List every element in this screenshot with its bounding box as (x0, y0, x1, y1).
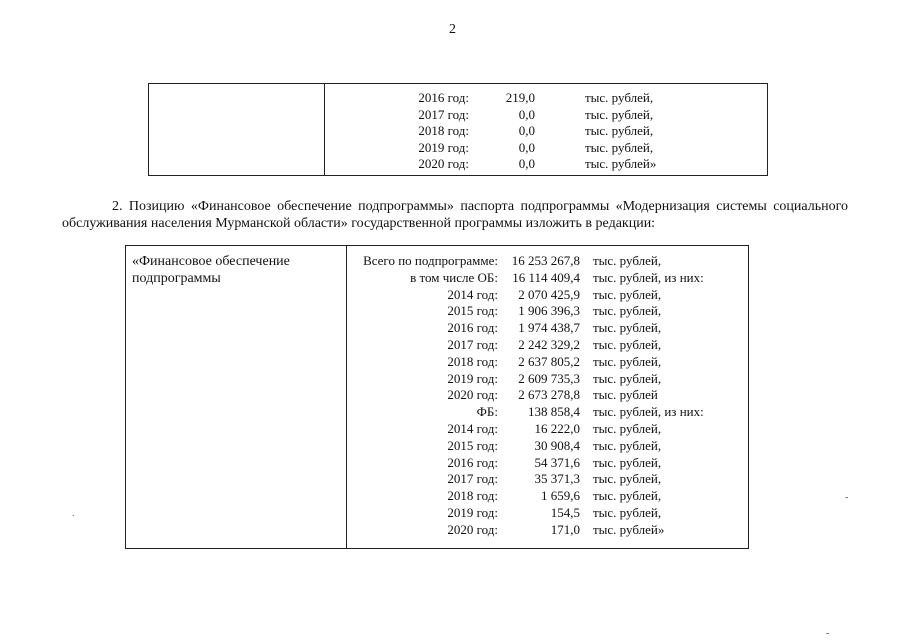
table-main-row-value: 16 114 409,4 (512, 269, 580, 285)
table-main-row (126, 505, 748, 521)
table-main-row-value: 16 222,0 (534, 421, 580, 436)
table-top-row (149, 90, 767, 106)
table-top-row-value: 0,0 (518, 106, 535, 122)
table-main-left-cell: «Финансовое обеспечение подпрограммы (132, 254, 290, 286)
table-main-row-value: 2 242 329,2 (518, 337, 580, 352)
table-top-row-value: 0,0 (518, 123, 535, 138)
table-top-row (149, 123, 767, 139)
table-main (125, 245, 749, 549)
table-main-row-label: 2017 год: (447, 471, 498, 487)
table-main-row-unit: тыс. рублей» (593, 521, 665, 537)
paragraph-item-2 (62, 198, 848, 232)
paragraph-text: 2. Позицию «Финансовое обеспечение подпрограммы» паспорта подпрограммы «Модернизация системы социального обслуживания населения Мурманской области» государственной программы изложить в редакции: (62, 199, 848, 231)
table-main-row-label: Всего по подпрограмме: (363, 253, 498, 268)
table-main-row-value: 54 371,6 (534, 454, 580, 470)
table-main-row-unit: тыс. рублей, (593, 471, 662, 487)
table-main-row-value: 1 906 396,3 (518, 303, 580, 319)
table-main-row-unit: тыс. рублей, (593, 505, 662, 520)
table-main-row-unit: тыс. рублей, (593, 370, 662, 386)
table-top-row-unit: тыс. рублей» (585, 156, 657, 171)
table-main-row-value: 1 974 438,7 (518, 320, 580, 336)
table-main-row-label: 2019 год: (447, 505, 498, 520)
table-main-row (126, 387, 748, 403)
table-main-row-value: 2 637 805,2 (518, 353, 580, 369)
scan-mark: . (72, 508, 75, 519)
scan-mark: - (826, 628, 830, 639)
table-main-row-value: 154,5 (550, 505, 580, 520)
table-top-row (149, 107, 767, 123)
table-main-row (126, 320, 748, 336)
table-main-row (126, 488, 748, 504)
table-main-row-label: 2016 год: (447, 454, 498, 470)
scan-mark: - (845, 492, 849, 503)
table-main-row-label: 2020 год: (447, 387, 498, 403)
table-main-row-label: 2018 год: (447, 488, 498, 504)
table-main-row-label: 2018 год: (447, 353, 498, 369)
table-main-row-label: 2014 год: (447, 286, 498, 302)
table-main-row-label: 2017 год: (447, 337, 498, 352)
table-top (148, 83, 768, 176)
table-top-row-label: 2017 год: (418, 106, 469, 122)
table-main-row-label: 2016 год: (447, 320, 498, 336)
table-top-row (149, 140, 767, 156)
table-main-row (126, 471, 748, 487)
table-top-row-unit: тыс. рублей, (585, 106, 654, 122)
table-top-row-value: 219,0 (505, 90, 535, 105)
page-number: 2 (449, 22, 456, 37)
table-main-row (126, 270, 748, 286)
table-main-row (126, 253, 748, 269)
table-top-row-unit: тыс. рублей, (585, 123, 654, 138)
table-main-row-label: 2015 год: (447, 437, 498, 453)
table-main-row-value: 2 609 735,3 (518, 370, 580, 386)
table-main-row (126, 287, 748, 303)
table-main-row-label: 2014 год: (447, 421, 498, 436)
table-top-row-unit: тыс. рублей, (585, 139, 654, 155)
table-main-row-unit: тыс. рублей, (593, 421, 662, 436)
table-main-row-unit: тыс. рублей, из них: (593, 404, 704, 420)
table-main-row-unit: тыс. рублей, (593, 253, 662, 268)
table-main-row-label: ФБ: (476, 404, 498, 420)
table-top-row-label: 2018 год: (418, 123, 469, 138)
table-main-row (126, 303, 748, 319)
table-main-row (126, 438, 748, 454)
table-main-row (126, 455, 748, 471)
table-top-row (149, 156, 767, 172)
table-main-row-unit: тыс. рублей, (593, 454, 662, 470)
table-main-row-value: 171,0 (550, 521, 580, 537)
table-main-row-unit: тыс. рублей, (593, 437, 662, 453)
table-top-row-value: 0,0 (518, 156, 535, 171)
table-main-row-unit: тыс. рублей, (593, 320, 662, 336)
table-main-row (126, 337, 748, 353)
table-main-row-value: 35 371,3 (534, 471, 580, 487)
table-main-row-label: 2015 год: (447, 303, 498, 319)
table-top-row-label: 2019 год: (418, 139, 469, 155)
table-main-row-value: 2 673 278,8 (518, 387, 580, 403)
table-main-row (126, 354, 748, 370)
table-main-row-unit: тыс. рублей, (593, 303, 662, 319)
table-main-row-label: 2019 год: (447, 370, 498, 386)
table-main-row-label: в том числе ОБ: (410, 269, 498, 285)
table-main-row-unit: тыс. рублей, (593, 286, 662, 302)
table-top-row-value: 0,0 (518, 139, 535, 155)
table-main-row (126, 421, 748, 437)
table-top-row-unit: тыс. рублей, (585, 90, 654, 105)
table-main-row-value: 30 908,4 (534, 437, 580, 453)
table-main-row-value: 16 253 267,8 (511, 253, 580, 268)
table-main-row (126, 404, 748, 420)
table-main-row-unit: тыс. рублей, из них: (593, 269, 704, 285)
table-main-row-unit: тыс. рублей, (593, 353, 662, 369)
table-main-row-value: 2 070 425,9 (518, 286, 580, 302)
table-top-row-label: 2020 год: (418, 156, 469, 171)
table-main-row-unit: тыс. рублей, (593, 488, 662, 504)
table-main-row (126, 371, 748, 387)
table-main-row-unit: тыс. рублей, (593, 337, 662, 352)
table-main-row-value: 138 858,4 (528, 404, 580, 420)
table-main-row-unit: тыс. рублей (593, 387, 658, 403)
table-main-row-value: 1 659,6 (541, 488, 580, 504)
table-top-row-label: 2016 год: (418, 90, 469, 105)
table-main-row-label: 2020 год: (447, 521, 498, 537)
table-main-row (126, 522, 748, 538)
